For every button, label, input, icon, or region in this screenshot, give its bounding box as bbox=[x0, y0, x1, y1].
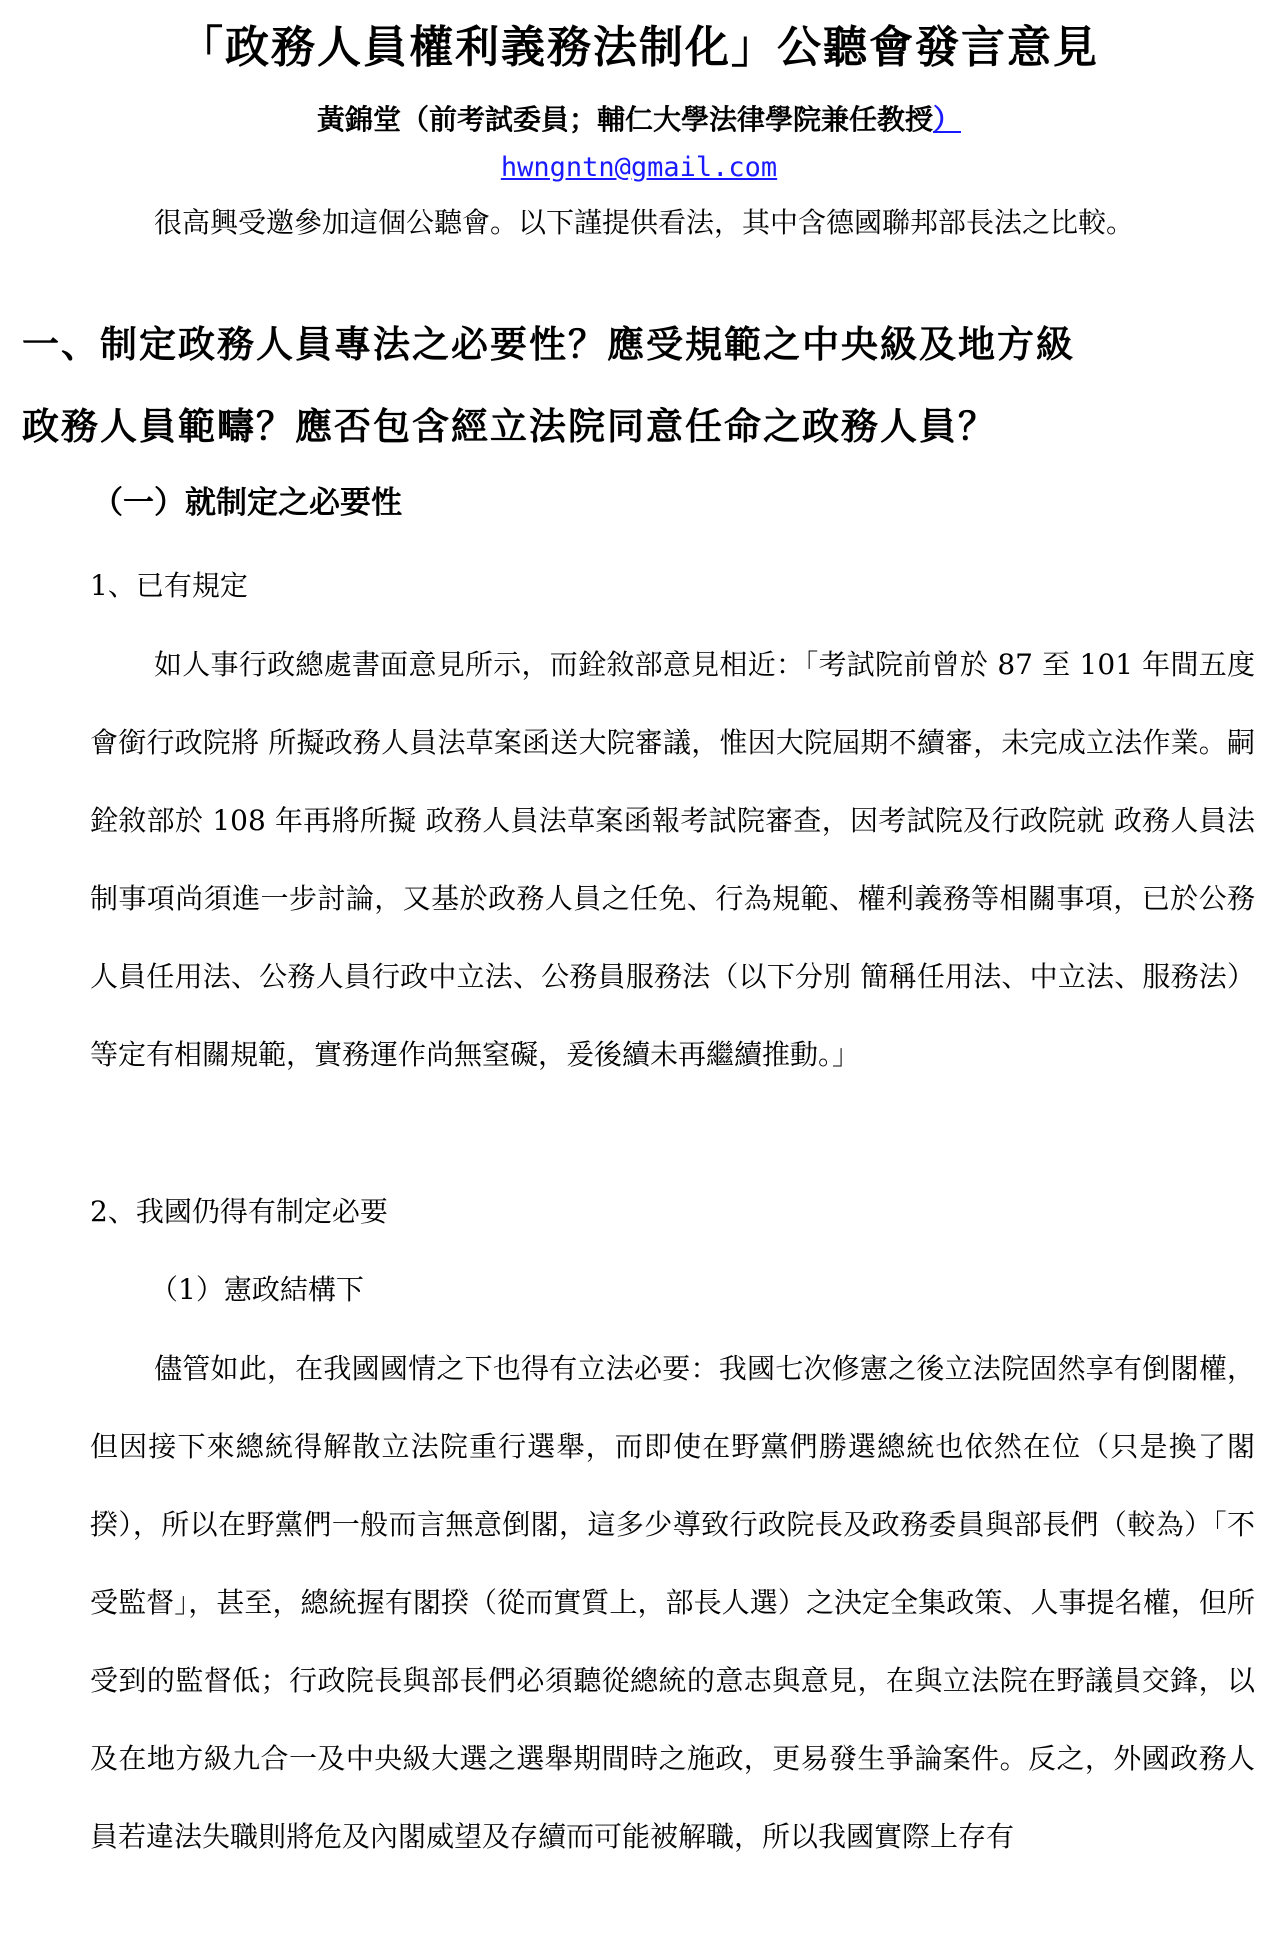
author-line bbox=[0, 100, 1278, 140]
author-email-link[interactable]: hwngntn@gmail.com bbox=[500, 152, 778, 183]
item-2-paragraph bbox=[90, 1330, 1255, 1876]
item-1-heading: 1、已有規定 bbox=[90, 569, 248, 602]
section-heading-line-1: 一、制定政務人員專法之必要性？應受規範之中央級及地方級 bbox=[22, 323, 1075, 366]
item-2-sub-heading: （1）憲政結構下 bbox=[150, 1273, 364, 1306]
item-1-text: 如人事行政總處書面意見所示，而銓敘部意見相近：「考試院前曾於 87 至 101 年間五度會銜行政院將 所擬政務人員法草案函送大院審議，惟因大院屆期不續審，未完成立法作業。嗣銓敘部於 108 年再將所擬 政務人員法草案函報考試院審查，因考試院及行政院就 政務人員法制事項尚須進一步討論，又基於政務人員之任免、行為規範、權利義務等相關事項，已於公務人員任用法、公務人員行政中立法、公務員服務法（以下分別 簡稱任用法、中立法、服務法）等定有相關規範，實務運作尚無窒礙，爰後續未再繼續推動。」 bbox=[90, 648, 1255, 1071]
subsection-heading: （一）就制定之必要性 bbox=[92, 485, 402, 521]
author-name: 黃錦堂（前考試委員；輔仁大學法律學院兼任教授 bbox=[316, 103, 933, 136]
author-closing-paren: ） bbox=[933, 103, 962, 136]
item-1-paragraph bbox=[90, 626, 1255, 1094]
document-title: 「政務人員權利義務法制化」公聽會發言意見 bbox=[179, 22, 1099, 73]
section-heading-line-2: 政務人員範疇？應否包含經立法院同意任命之政務人員？ bbox=[22, 405, 997, 448]
item-2-text: 儘管如此，在我國國情之下也得有立法必要：我國七次修憲之後立法院固然享有倒閣權，但因接下來總統得解散立法院重行選舉，而即使在野黨們勝選總統也依然在位（只是換了閣揆），所以在野黨們一般而言無意倒閣，這多少導致行政院長及政務委員與部長們（較為）「不受監督」，甚至，總統握有閣揆（從而實質上，部長人選）之決定全集政策、人事提名權，但所受到的監督低；行政院長與部長們必須聽從總統的意志與意見，在與立法院在野議員交鋒，以及在地方級九合一及中央級大選之選舉期間時之施政，更易發生爭論案件。反之，外國政務人員若違法失職則將危及內閣威望及存續而可能被解職，所以我國實際上存有 bbox=[90, 1352, 1255, 1853]
intro-text: 很高興受邀參加這個公聽會。以下謹提供看法，其中含德國聯邦部長法之比較。 bbox=[154, 206, 1135, 239]
intro-paragraph bbox=[90, 200, 1240, 246]
item-2-heading: 2、我國仍得有制定必要 bbox=[90, 1195, 388, 1228]
